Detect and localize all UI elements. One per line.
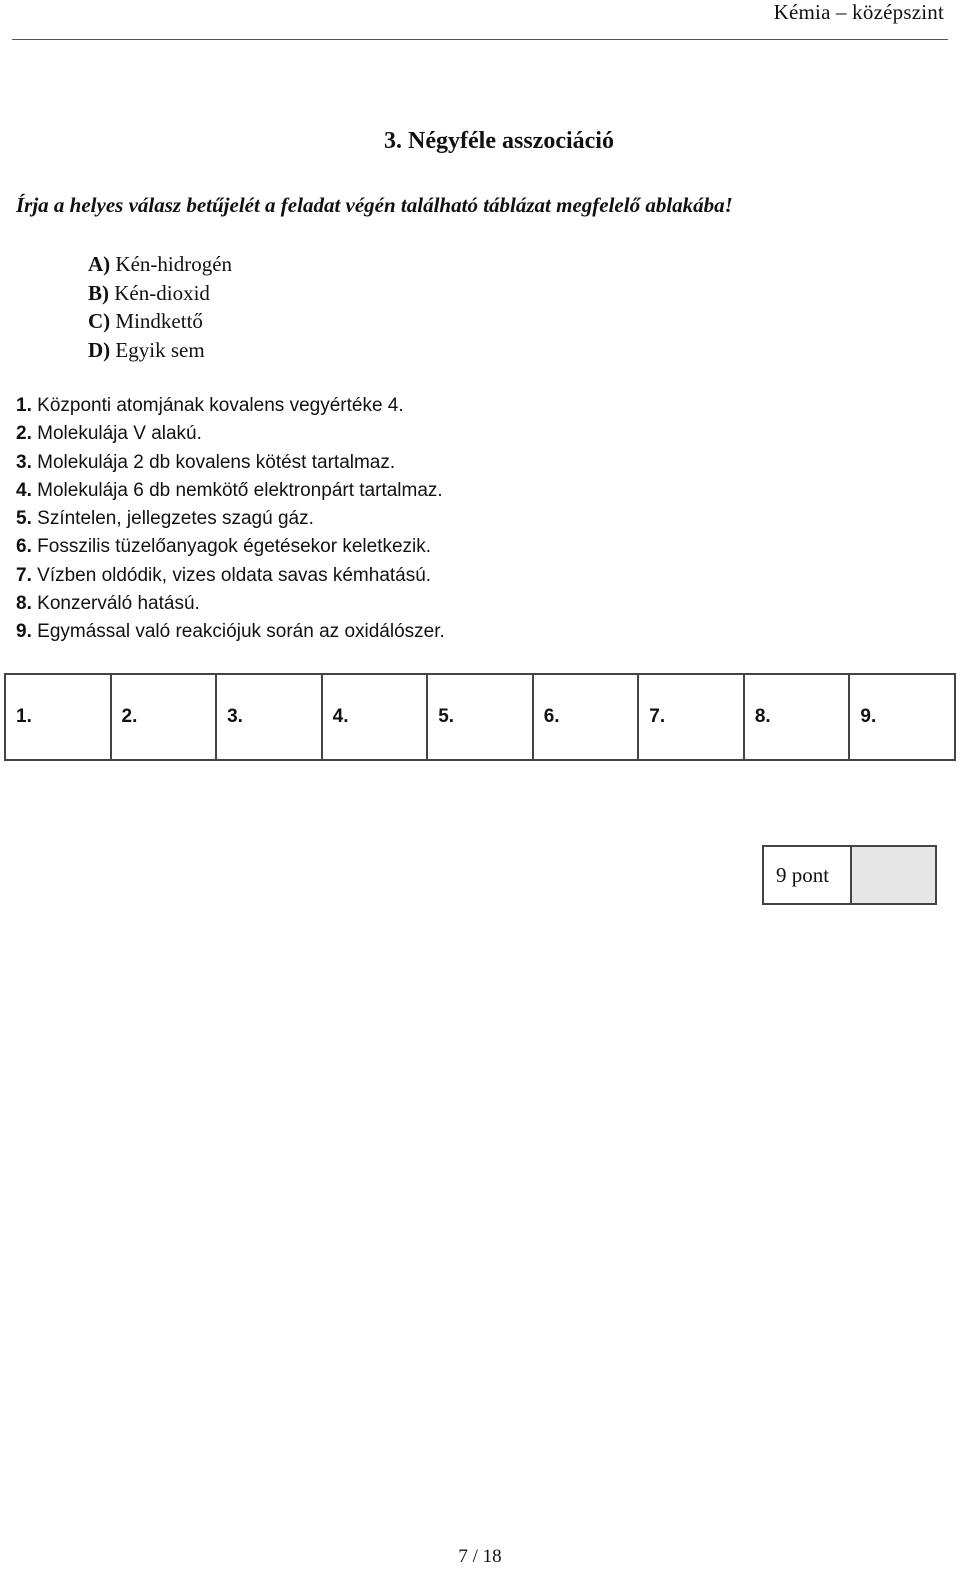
option-letter: D) — [88, 337, 111, 362]
question-item — [16, 618, 445, 646]
option-d — [88, 336, 232, 365]
answer-table — [4, 673, 956, 761]
option-letter: A) — [88, 252, 111, 276]
answer-cell-4[interactable]: 4. — [322, 674, 428, 760]
answer-cell-7[interactable]: 7. — [638, 674, 744, 760]
question-text: Egymással való reakciójuk során az oxidálószer. — [37, 621, 445, 643]
question-number: 8. — [16, 593, 32, 615]
question-number: 6. — [16, 536, 32, 558]
question-number: 7. — [16, 564, 32, 586]
question-number: 3. — [16, 451, 32, 473]
option-c — [88, 307, 232, 336]
page-number: 7 / 18 — [458, 1546, 502, 1567]
answer-cell-8[interactable]: 8. — [744, 674, 850, 760]
answer-cell-9[interactable]: 9. — [849, 674, 955, 760]
answer-cell-1[interactable]: 1. — [5, 674, 111, 760]
question-text: Konzerváló hatású. — [37, 593, 200, 615]
question-item — [16, 505, 445, 533]
question-number: 1. — [16, 395, 32, 416]
question-text: Molekulája 2 db kovalens kötést tartalmaz. — [37, 451, 396, 473]
section-title: 3. Négyféle asszociáció — [384, 128, 614, 154]
question-number: 5. — [16, 508, 32, 530]
header-divider — [12, 39, 948, 40]
answer-options — [88, 250, 232, 364]
score-entry-cell[interactable] — [852, 847, 935, 903]
score-box — [762, 845, 937, 905]
answer-row — [5, 674, 955, 760]
option-text: Kén-hidrogén — [115, 252, 233, 276]
option-text: Egyik sem — [115, 337, 205, 362]
question-number: 2. — [16, 423, 32, 445]
option-text: Kén-dioxid — [114, 280, 210, 305]
question-text: Molekulája 6 db nemkötő elektronpárt tartalmaz. — [37, 479, 443, 501]
answer-cell-5[interactable]: 5. — [427, 674, 533, 760]
question-item — [16, 562, 445, 590]
answer-cell-6[interactable]: 6. — [533, 674, 639, 760]
question-number: 4. — [16, 479, 32, 501]
question-text: Központi atomjának kovalens vegyértéke 4. — [37, 395, 404, 416]
option-text: Mindkettő — [115, 309, 203, 333]
page-header: Kémia – középszint — [773, 0, 944, 24]
score-label: 9 pont — [764, 847, 852, 903]
question-item — [16, 477, 445, 505]
question-item — [16, 449, 445, 477]
question-text: Színtelen, jellegzetes szagú gáz. — [37, 508, 314, 530]
question-item — [16, 420, 445, 448]
question-list — [16, 392, 445, 647]
question-text: Molekulája V alakú. — [37, 423, 202, 445]
option-letter: B) — [88, 280, 109, 305]
question-item — [16, 533, 445, 561]
option-a — [88, 250, 232, 279]
question-text: Fosszilis tüzelőanyagok égetésekor keletkezik. — [37, 536, 432, 558]
answer-cell-2[interactable]: 2. — [111, 674, 217, 760]
task-instruction: Írja a helyes válasz betűjelét a feladat végén található táblázat megfelelő ablakába! — [16, 193, 733, 217]
question-item — [16, 392, 445, 420]
option-letter: C) — [88, 309, 111, 333]
question-item — [16, 590, 445, 618]
question-number: 9. — [16, 621, 32, 643]
question-text: Vízben oldódik, vizes oldata savas kémhatású. — [37, 564, 432, 586]
option-b — [88, 279, 232, 308]
answer-cell-3[interactable]: 3. — [216, 674, 322, 760]
